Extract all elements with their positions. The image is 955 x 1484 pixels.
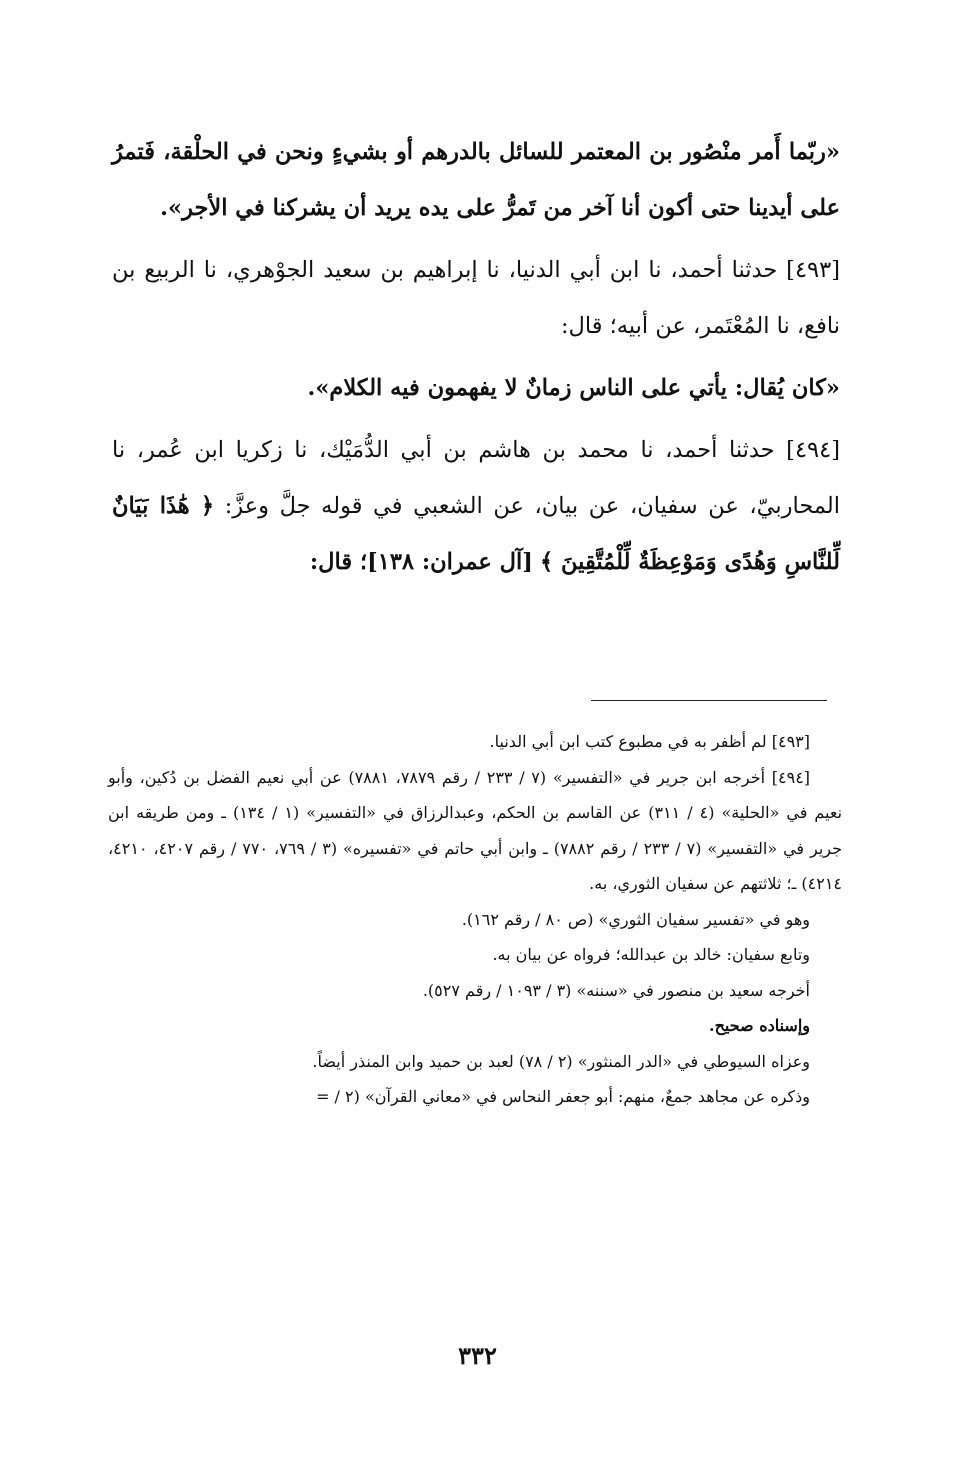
hadith-493-matn: «كان يُقال: يأتي على الناس زمانٌ لا يفهمون فيه الكلام». bbox=[307, 375, 840, 401]
footnote-494: [٤٩٤] أخرجه ابن جرير في «التفسير» (٧ / ٢٣٣ / رقم ٧٨٧٩، ٧٨٨١) عن أبي نعيم الفضل بن دُكين، وأبو نعيم في «الحلية» (٤ / ٣١١) عن القاسم بن الحكم، وعبدالرزاق في «التفسير» (١ / ١٣٤) ـ ومن طريقه ابن جرير في «التفسير» (٧ / ٢٣٣ / رقم ٧٨٨٢) ـ وابن أبي حاتم في «تفسيره» (٣ / ٧٦٩، ٧٧٠ / رقم ٤٢٠٧، ٤٢١٠، ٤٢١٤) ـ؛ ثلاثتهم عن سفيان الثوري، به. bbox=[108, 767, 843, 893]
footnote-494-tafsir-thawri: وهو في «تفسير سفيان الثوري» (ص ٨٠ / رقم ١٦٢). bbox=[461, 909, 810, 929]
hadith-493-isnad: [٤٩٣] حدثنا أحمد، نا ابن أبي الدنيا، نا إبراهيم بن سعيد الجوْهري، نا الربيع بن نافع، نا المُعْتَمر، عن أبيه؛ قال: bbox=[112, 257, 840, 339]
footnote-494-grading: وإسناده صحيح. bbox=[709, 1016, 810, 1035]
page-number: ٣٣٢ bbox=[458, 1341, 497, 1370]
hadith-494-isnad: [٤٩٤] حدثنا أحمد، نا محمد بن هاشم بن أبي الدُّمَيْك، نا زكريا ابن عُمر، نا المحاربيّ، عن سفيان، عن بيان، عن الشعبي في قوله جلَّ وعزَّ: bbox=[112, 437, 840, 519]
quote-paragraph: «ربّما أَمر منْصُور بن المعتمر للسائل بالدرهم أو بشيءٍ ونحن في الحلْقة، فَتمرُ على أيدينا حتى أكون أنا آخر من تَمرُّ على يده يريد أن يشركنا في الأجر». bbox=[112, 139, 840, 221]
footnote-494-mujahid: وذكره عن مجاهد جمعٌ، منهم: أبو جعفر النحاس في «معاني القرآن» (٢ / = bbox=[316, 1087, 810, 1106]
footnote-separator bbox=[591, 700, 827, 701]
footnote-494-mutaba: وتابع سفيان: خالد بن عبدالله؛ فرواه عن بيان به. bbox=[492, 945, 810, 964]
footnote-493: [٤٩٣] لم أظفر به في مطبوع كتب ابن أبي الدنيا. bbox=[489, 732, 810, 751]
hadith-494-paragraph bbox=[112, 422, 840, 590]
verse-reference: [آل عمران: ١٣٨]؛ قال: bbox=[309, 549, 533, 575]
footnote-494-sunan: أخرجه سعيد بن منصور في «سننه» (٣ / ١٠٩٣ / رقم ٥٢٧). bbox=[422, 980, 810, 1000]
quran-verse: ﴿ هَٰذَا بَيَانٌ لِّلنَّاسِ وَهُدًى وَمَوْعِظَةٌ لِّلْمُتَّقِينَ ﴾ bbox=[112, 493, 840, 575]
footnotes-block bbox=[108, 724, 842, 1115]
main-text-block bbox=[112, 124, 840, 596]
footnote-494-suyuti: وعزاه السيوطي في «الدر المنثور» (٢ / ٧٨) لعبد بن حميد وابن المنذر أيضاً. bbox=[312, 1051, 810, 1071]
